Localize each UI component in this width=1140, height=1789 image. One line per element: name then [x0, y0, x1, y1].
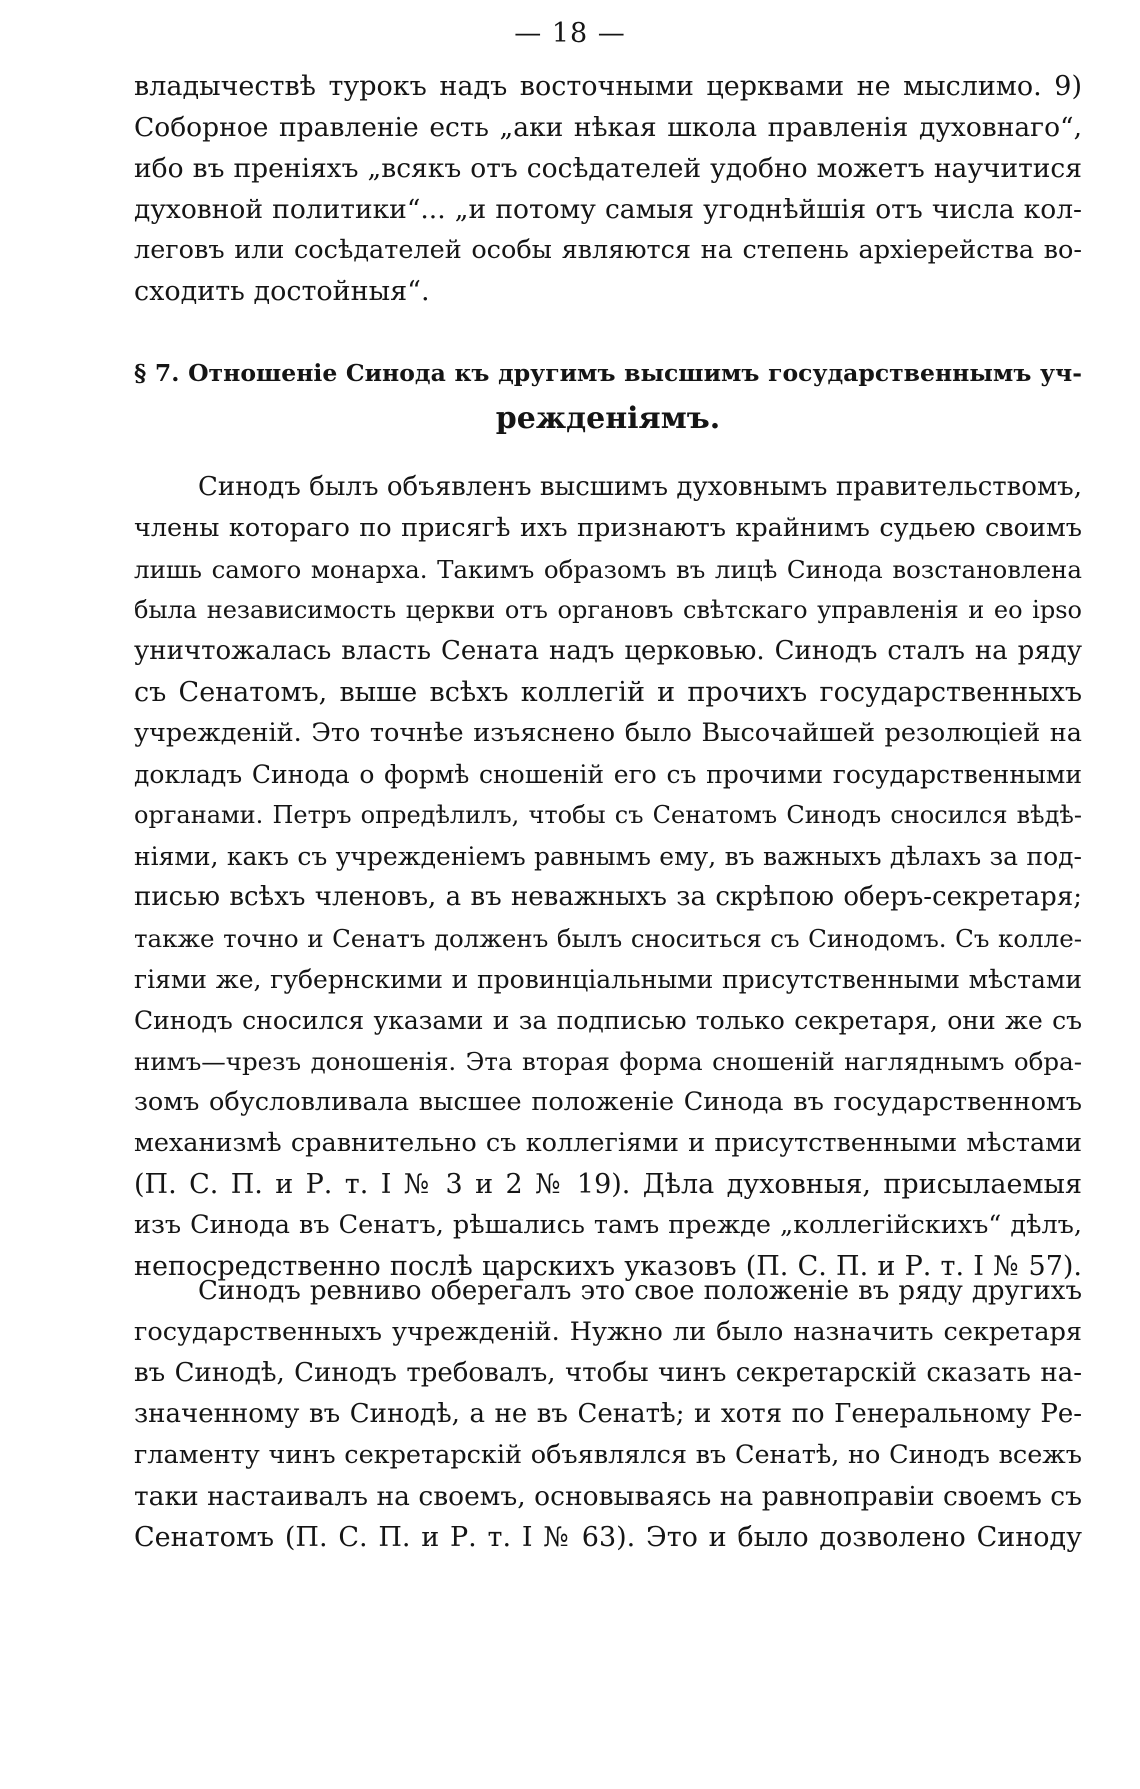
text-line: механизмѣ сравнительно съ коллегіями и присутственными мѣстами [134, 1128, 1082, 1158]
text-line: была независимость церкви отъ органовъ свѣтскаго управленія и eo ipso [134, 596, 1082, 624]
text-line: таки настаивалъ на своемъ, основываясь на равноправіи своемъ съ [134, 1481, 1082, 1512]
text-line: лишь самого монарха. Такимъ образомъ въ лицѣ Синода возстановлена [134, 555, 1082, 584]
heading-line: режденіямъ. [495, 401, 721, 436]
text-line: органами. Петръ опредѣлилъ, чтобы съ Сенатомъ Синодъ сносился вѣдѣ- [134, 801, 1082, 829]
text-line: Сенатомъ (П. С. П. и Р. т. I № 63). Это и было дозволено Синоду [134, 1522, 1082, 1553]
text-line: Синодъ сносился указами и за подписью только секретаря, они же съ [134, 1006, 1082, 1035]
text-line: Синодъ былъ объявленъ высшимъ духовнымъ правительствомъ, [198, 472, 1082, 502]
text-line: нимъ—чрезъ доношенія. Эта вторая форма сношеній нагляднымъ обра- [134, 1047, 1082, 1076]
text-line: духовной политики“... „и потому самыя угоднѣйшія отъ числа кол- [134, 194, 1082, 225]
heading-line: § 7. Отношеніе Синода къ другимъ высшимъ государственнымъ уч- [134, 359, 1082, 387]
text-line: также точно и Сенатъ долженъ былъ сноситься съ Синодомъ. Съ колле- [134, 924, 1082, 953]
paragraph-1 [134, 467, 1082, 1287]
text-line: гламенту чинъ секретарскій объявлялся въ Сенатѣ, но Синодъ всежъ [134, 1440, 1082, 1470]
intro-paragraph [134, 66, 1082, 312]
section-heading [134, 350, 1082, 442]
text-line: (П. С. П. и Р. т. I № 3 и 2 № 19). Дѣла духовныя, присылаемыя [134, 1169, 1082, 1200]
text-line: Синодъ ревниво оберегалъ это свое положеніе въ ряду другихъ [198, 1276, 1082, 1306]
text-line: ніями, какъ съ учрежденіемъ равнымъ ему, въ важныхъ дѣлахъ за под- [134, 842, 1082, 871]
text-line: въ Синодѣ, Синодъ требовалъ, чтобы чинъ секретарскій сказать на- [134, 1358, 1082, 1388]
text-line: государственныхъ учрежденій. Нужно ли было назначить секретаря [134, 1317, 1082, 1347]
text-line: леговъ или сосѣдателей особы являются на степень архіерейства во- [134, 235, 1082, 265]
text-line: изъ Синода въ Сенатъ, рѣшались тамъ прежде „коллегійскихъ“ дѣлъ, [134, 1210, 1082, 1240]
page-number: — 18 — [514, 18, 626, 49]
text-line: владычествѣ турокъ надъ восточными церквами не мыслимо. 9) [134, 71, 1082, 102]
text-line: учрежденій. Это точнѣе изъяснено было Высочайшей резолюціей на [134, 718, 1082, 748]
text-line: ибо въ преніяхъ „всякъ отъ сосѣдателей удобно можетъ научитися [134, 153, 1082, 184]
text-line: писью всѣхъ членовъ, а въ неважныхъ за скрѣпою оберъ-секретаря; [134, 882, 1082, 912]
text-line: уничтожалась власть Сената надъ церковью. Синодъ сталъ на ряду [134, 636, 1082, 666]
text-line: непосредственно послѣ царскихъ указовъ (П. С. П. и Р. т. I № 57). [134, 1251, 1082, 1282]
text-line: члены котораго по присягѣ ихъ признаютъ крайнимъ судьею своимъ [134, 513, 1082, 543]
paragraph-2 [134, 1271, 1082, 1558]
text-line: докладъ Синода о формѣ сношеній его съ прочими государственными [134, 760, 1082, 789]
text-line: зомъ обусловливала высшее положеніе Синода въ государственномъ [134, 1087, 1082, 1117]
text-line: гіями же, губернскими и провинціальными присутственными мѣстами [134, 965, 1082, 994]
text-line: Соборное правленіе есть „аки нѣкая школа правленія духовнаго“, [134, 112, 1082, 143]
text-line: сходить достойныя“. [134, 276, 430, 307]
text-line: значенному въ Синодѣ, а не въ Сенатѣ; и хотя по Генеральному Ре- [134, 1399, 1082, 1429]
text-line: съ Сенатомъ, выше всѣхъ коллегій и прочихъ государственныхъ [134, 677, 1082, 708]
